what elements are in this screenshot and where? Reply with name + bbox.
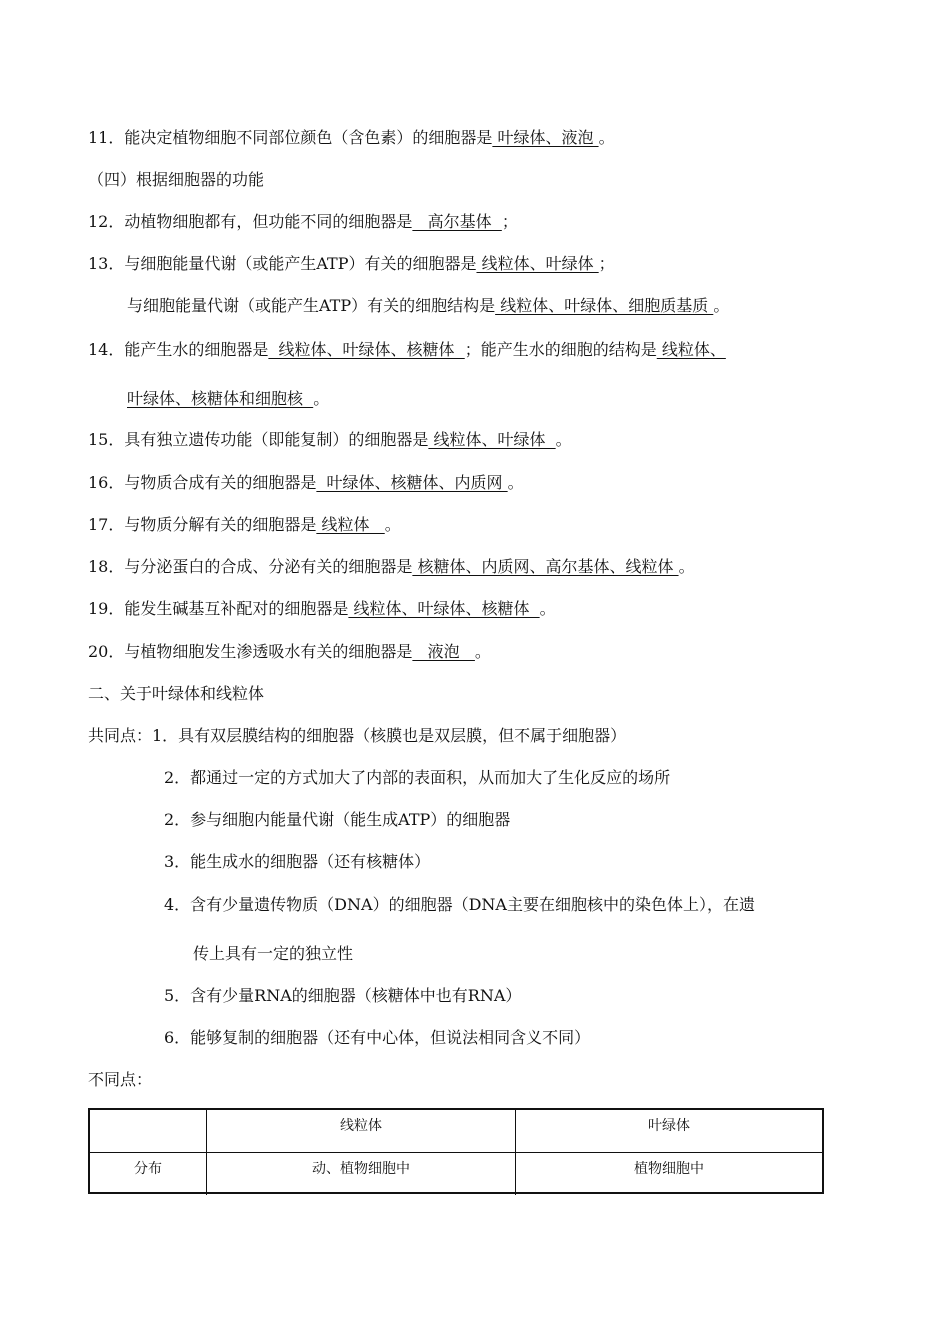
text: 4．含有少量遗传物质（DNA）的细胞器（DNA主要在细胞核中的染色体上），在遗 [164,895,755,914]
item-13b [127,296,729,316]
text: 。 [678,557,695,576]
text: 传上具有一定的独立性 [193,944,354,963]
common-point-2b [164,810,510,830]
text: 。 [474,642,491,661]
common-point-4 [164,895,755,915]
text: 。 [539,599,556,618]
text: ； [501,212,518,231]
text: 15．具有独立遗传功能（即能复制）的细胞器是 [88,430,429,449]
text: 。 [384,515,401,534]
cell-mitochondria: 动、植物细胞中 [206,1153,515,1195]
differences-heading [88,1070,152,1090]
text: 3．能生成水的细胞器（还有核糖体） [164,852,431,871]
answer: 液泡 [412,642,475,661]
answer: 线粒体、叶绿体 [476,254,599,273]
section-heading-functions [88,170,264,190]
comparison-table [88,1108,824,1194]
text: 。 [507,473,524,492]
text: 2．参与细胞内能量代谢（能生成ATP）的细胞器 [164,810,511,829]
answer: 叶绿体、核糖体和细胞核 [127,389,314,408]
text: 16．与物质合成有关的细胞器是 [88,473,317,492]
text: 。 [313,389,330,408]
common-point-5 [164,986,521,1006]
header-cell-mitochondria: 线粒体 [206,1110,515,1152]
answer: 线粒体、叶绿体 [428,430,556,449]
item-11 [88,128,615,148]
answer: 叶绿体、液泡 [492,128,599,147]
text: 。 [713,296,730,315]
text: 12．动植物细胞都有，但功能不同的细胞器是 [88,212,413,231]
table-header-row [90,1110,822,1152]
common-point-2 [164,768,670,788]
common-point-3 [164,852,430,872]
cell-chloroplast: 植物细胞中 [515,1153,822,1195]
text: ；能产生水的细胞的结构是 [464,340,657,359]
header-cell-chloroplast: 叶绿体 [515,1110,822,1152]
text: 。 [555,430,572,449]
text: 与细胞能量代谢（或能产生ATP）有关的细胞结构是 [127,296,496,315]
text: 13．与细胞能量代谢（或能产生ATP）有关的细胞器是 [88,254,477,273]
item-20 [88,642,491,662]
table-row [90,1152,822,1195]
text: 18．与分泌蛋白的合成、分泌有关的细胞器是 [88,557,413,576]
text: 19．能发生碱基互补配对的细胞器是 [88,599,349,618]
text: 。 [598,128,615,147]
answer: 线粒体、叶绿体、细胞质基质 [495,296,714,315]
answer: 线粒体、 [656,340,726,359]
row-label: 分布 [134,1161,162,1177]
text: 2．都通过一定的方式加大了内部的表面积，从而加大了生化反应的场所 [164,768,671,787]
text: 6．能够复制的细胞器（还有中心体，但说法相同含义不同） [164,1028,591,1047]
text: 20．与植物细胞发生渗透吸水有关的细胞器是 [88,642,413,661]
common-point-6 [164,1028,590,1048]
item-19 [88,599,556,619]
common-point-4-cont [193,944,353,964]
item-13 [88,254,615,274]
answer: 线粒体、叶绿体、核糖体 [268,340,465,359]
heading-text: 二、关于叶绿体和线粒体 [88,684,265,703]
item-16 [88,473,524,493]
answer: 高尔基体 [412,212,502,231]
item-18 [88,557,695,577]
section-heading-organelles [88,684,264,704]
common-point-1 [88,726,626,746]
answer: 线粒体 [316,515,385,534]
text: 17．与物质分解有关的细胞器是 [88,515,317,534]
item-17 [88,515,401,535]
text: ； [598,254,615,273]
text: 11．能决定植物细胞不同部位颜色（含色素）的细胞器是 [88,128,493,147]
text: 14．能产生水的细胞器是 [88,340,269,359]
text: 共同点：1．具有双层膜结构的细胞器（核膜也是双层膜，但不属于细胞器） [88,726,627,745]
answer: 叶绿体、核糖体、内质网 [316,473,508,492]
text: 5．含有少量RNA的细胞器（核糖体中也有RNA） [164,986,522,1005]
item-14-cont [127,389,329,409]
item-12 [88,212,518,232]
answer: 核糖体、内质网、高尔基体、线粒体 [412,557,679,576]
header-cell-empty [90,1110,206,1152]
item-14 [88,340,726,360]
item-15 [88,430,572,450]
heading-text: （四）根据细胞器的功能 [88,170,265,189]
text: 不同点： [88,1070,153,1089]
answer: 线粒体、叶绿体、核糖体 [348,599,540,618]
